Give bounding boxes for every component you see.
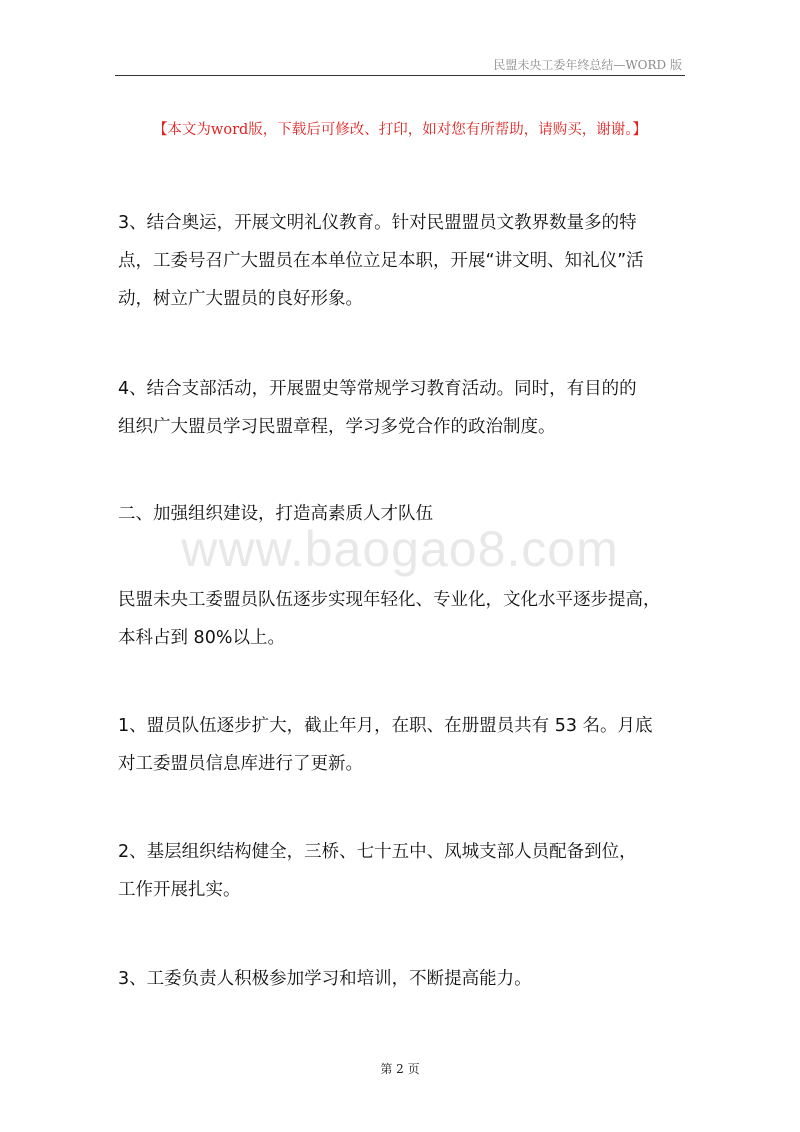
paragraph-item-3-etiquette: [118, 204, 688, 318]
paragraph-line: 1、盟员队伍逐步扩大，截止年月，在职、在册盟员共有 53 名。月底: [118, 716, 653, 736]
paragraph-item-4-study: [118, 370, 688, 446]
paragraph-line: 3、结合奥运，开展文明礼仪教育。针对民盟盟员文教界数量多的特: [118, 213, 637, 233]
paragraph-item-2-branches: [118, 833, 688, 909]
purchase-notice: 【本文为word版，下载后可修改、打印，如对您有所帮助，请购买，谢谢。】: [152, 122, 648, 138]
paragraph-line: 3、工委负责人积极参加学习和培训，不断提高能力。: [118, 969, 532, 989]
watermark: www.baogao8.com: [181, 521, 619, 577]
paragraph-line: 点，工委号召广大盟员在本单位立足本职，开展“讲文明、知礼仪”活: [118, 251, 644, 271]
paragraph-team-overview: [118, 581, 688, 657]
paragraph-line: 本科占到 80%以上。: [118, 628, 285, 648]
header-divider: [115, 75, 685, 76]
page-header-title: 民盟未央工委年终总结—WORD 版: [493, 58, 682, 72]
paragraph-line: 4、结合支部活动，开展盟史等常规学习教育活动。同时，有目的的: [118, 379, 637, 399]
section-heading-text: 二、加强组织建设，打造高素质人才队伍: [118, 504, 433, 524]
paragraph-line: 动，树立广大盟员的良好形象。: [118, 289, 363, 309]
paragraph-line: 工作开展扎实。: [118, 880, 241, 900]
paragraph-item-1-members: [118, 707, 688, 783]
paragraph-line: 对工委盟员信息库进行了更新。: [118, 754, 363, 774]
paragraph-line: 民盟未央工委盟员队伍逐步实现年轻化、专业化，文化水平逐步提高，: [118, 590, 661, 610]
paragraph-line: 2、基层组织结构健全，三桥、七十五中、凤城支部人员配备到位，: [118, 842, 637, 862]
paragraph-item-3-training: [118, 960, 688, 998]
paragraph-line: 组织广大盟员学习民盟章程，学习多党合作的政治制度。: [118, 417, 556, 437]
page-number: 第 2 页: [380, 1062, 420, 1076]
section-heading: [118, 495, 688, 533]
